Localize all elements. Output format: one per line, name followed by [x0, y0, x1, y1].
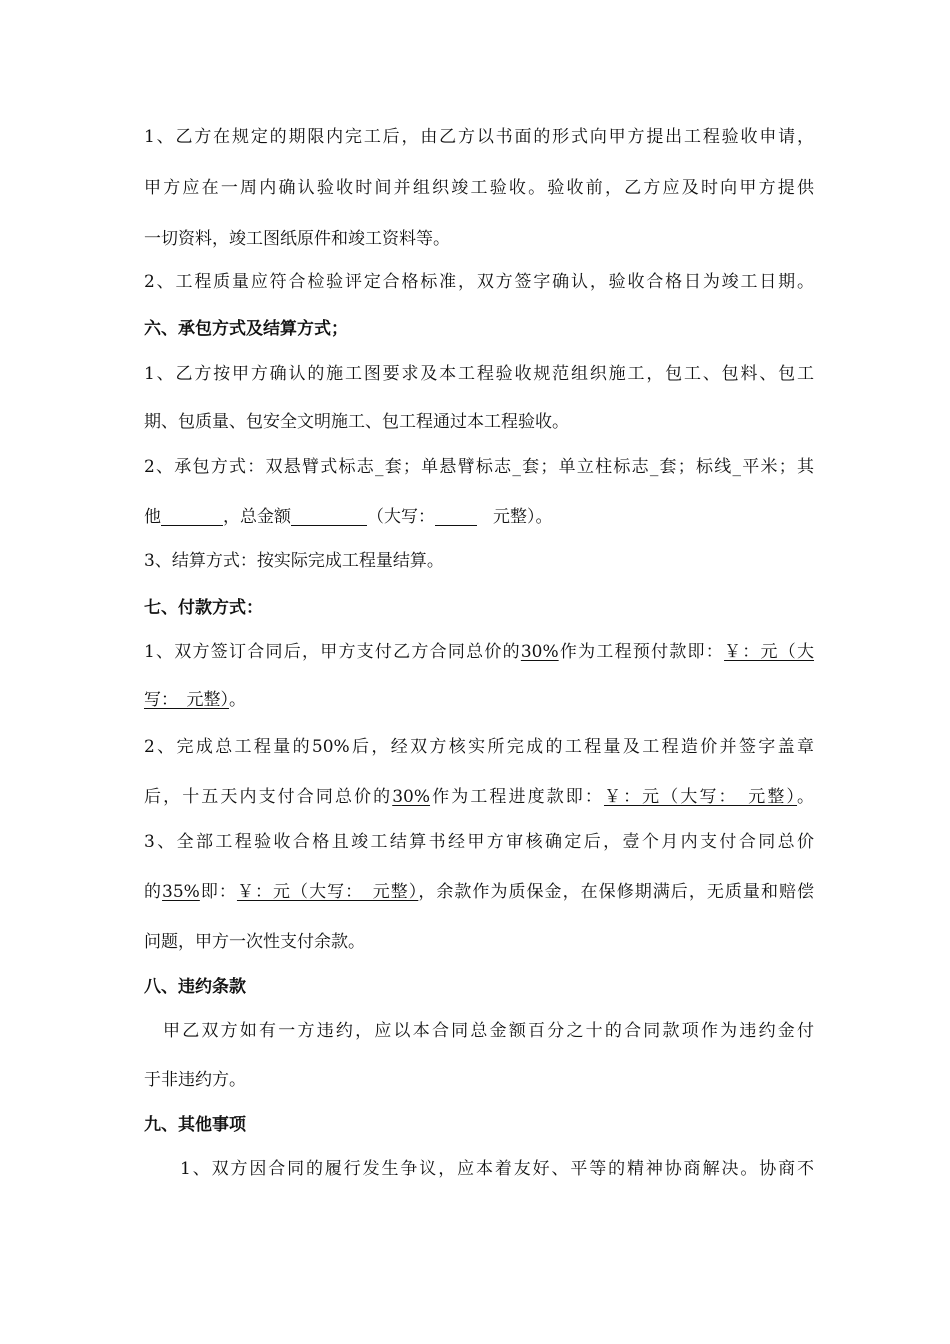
progress-percent: 30% [392, 787, 431, 807]
acceptance-clause-2: 2、工程质量应符合检验评定合格标准，双方签字确认，验收合格日为竣工日期。 [144, 272, 814, 292]
total-amount-label: ，总金额 [223, 507, 291, 527]
acceptance-clause-1-line-2: 甲方应在一周内确认验收时间并组织竣工验收。验收前，乙方应及时向甲方提供 [144, 178, 814, 198]
progress-amount: ￥：元（大写： 元整） [603, 787, 798, 807]
section-8-heading: 八、违约条款 [144, 977, 246, 997]
section-7-item-3-line-3: 问题，甲方一次性支付余款。 [144, 932, 365, 952]
section-7-item-3-line-2 [144, 880, 814, 904]
section-6-item-1-line-2: 期、包质量、包安全文明施工、包工程通过本工程验收。 [144, 412, 569, 432]
section-9-heading: 九、其他事项 [144, 1115, 246, 1135]
section-7-item-1-line-2 [144, 688, 814, 712]
section-7-heading: 七、付款方式： [144, 598, 263, 618]
section-6-item-2-line-1: 2、承包方式：双悬臂式标志_套；单悬臂标志_套；单立柱标志_套；标线_平米；其 [144, 457, 814, 477]
acceptance-clause-1-line-3: 一切资料，竣工图纸原件和竣工资料等。 [144, 229, 450, 249]
advance-percent: 30% [520, 642, 559, 662]
section-7-item-3-line-1: 3、全部工程验收合格且竣工结算书经甲方审核确定后，壹个月内支付合同总价 [144, 832, 814, 852]
section-8-line-2: 于非违约方。 [144, 1070, 246, 1090]
section-9-item-1-line-1: 1、双方因合同的履行发生争议，应本着友好、平等的精神协商解决。协商不 [180, 1159, 814, 1179]
section-7-item-2-line-2 [144, 785, 814, 809]
text: 作为工程预付款即： [558, 642, 725, 662]
section-8-line-1: 甲乙双方如有一方违约，应以本合同总金额百分之十的合同款项作为违约金付 [163, 1021, 814, 1041]
section-6-item-1-line-1: 1、乙方按甲方确认的施工图要求及本工程验收规范组织施工，包工、包料、包工 [144, 364, 814, 384]
text: 后，十五天内支付合同总价的 [144, 787, 393, 807]
text: ，余款作为质保金，在保修期满后，无质量和赔偿 [418, 882, 815, 902]
other-label: 他 [144, 507, 161, 527]
advance-amount: ￥：元（大 [724, 642, 815, 662]
capital-suffix: 元整）。 [493, 507, 553, 527]
section-6-item-2-line-2 [144, 505, 814, 529]
section-6-item-3: 3、结算方式：按实际完成工程量结算。 [144, 551, 444, 571]
text: 。 [229, 690, 246, 710]
text: 作为工程进度款即： [430, 787, 604, 807]
text: 的 [144, 882, 163, 902]
text: 。 [797, 787, 815, 807]
capital-amount-blank [435, 507, 477, 526]
text: 1、双方签订合同后，甲方支付乙方合同总价的 [144, 642, 521, 662]
total-amount-blank [291, 507, 367, 526]
section-7-item-1-line-1 [144, 640, 814, 664]
other-blank [161, 507, 223, 526]
section-7-item-2-line-1: 2、完成总工程量的50%后，经双方核实所完成的工程量及工程造价并签字盖章 [144, 737, 814, 757]
acceptance-clause-1-line-1: 1、乙方在规定的期限内完工后，由乙方以书面的形式向甲方提出工程验收申请， [144, 127, 814, 147]
text: 即： [199, 882, 237, 902]
advance-amount-capital: 写： 元整） [144, 690, 229, 710]
final-percent: 35% [162, 882, 200, 902]
capital-label: （大写： [367, 507, 435, 527]
final-amount: ￥：元（大写： 元整） [236, 882, 419, 902]
section-6-heading: 六、承包方式及结算方式； [144, 319, 348, 339]
